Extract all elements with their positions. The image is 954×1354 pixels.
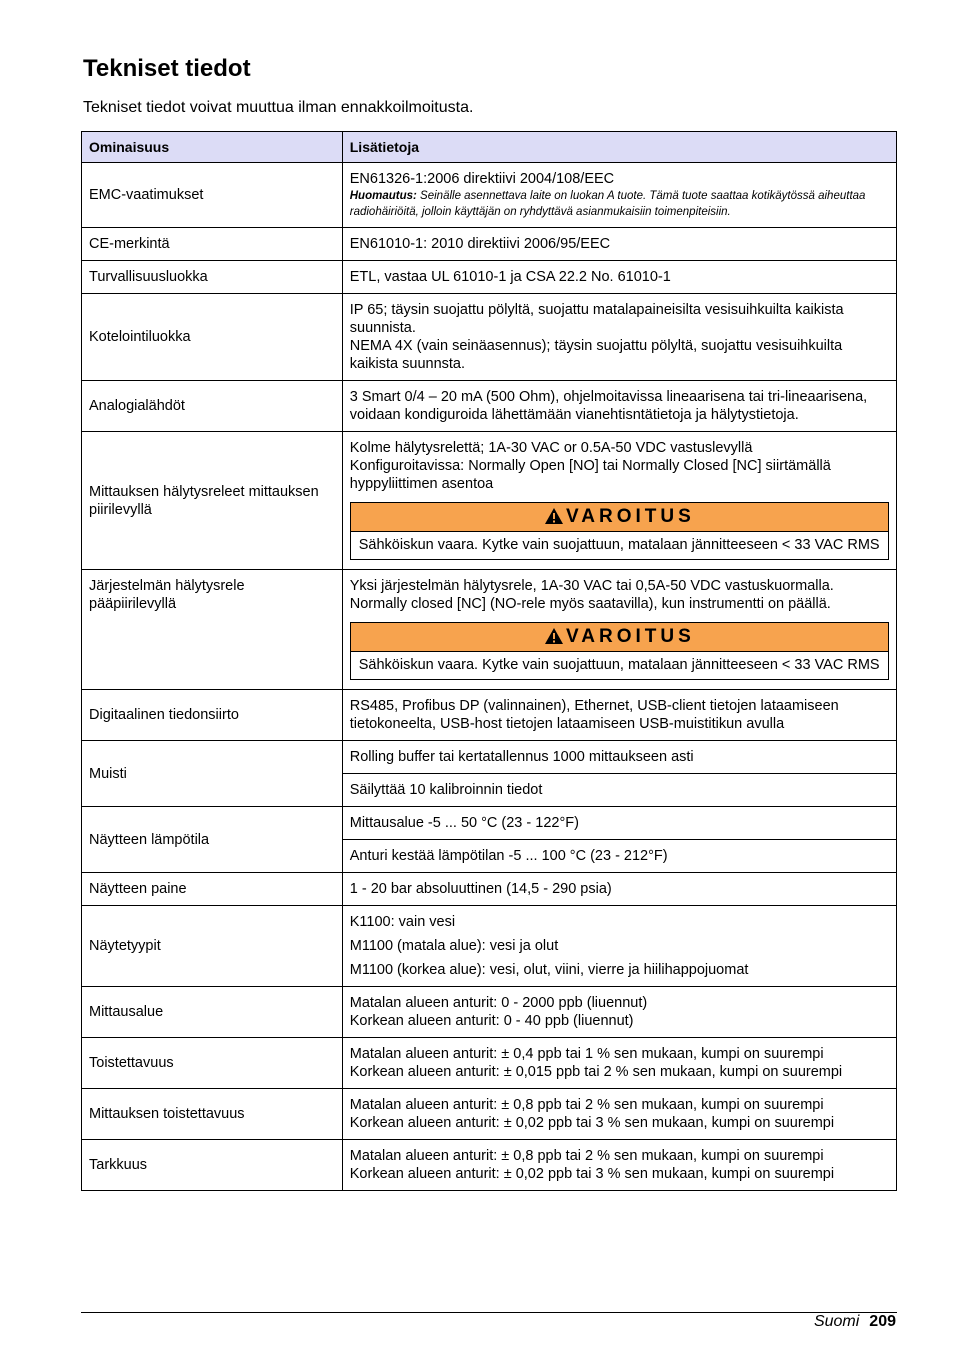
- system-relay-spec: Yksi järjestelmän hälytysrele, 1A-30 VAC tai 0,5A-50 VDC vastuskuormalla. Normally closed [NC] (NO-rele myös saatavilla), kun instrumentti on päällä.: [349, 578, 834, 612]
- footer-divider: [81, 1312, 897, 1313]
- warning-box: [350, 502, 889, 560]
- row-label: Digitaalinen tiedonsiirto: [82, 690, 343, 741]
- footer-language: Suomi: [813, 1313, 860, 1330]
- row-label: Näytteen paine: [82, 873, 343, 906]
- warning-icon: [544, 507, 564, 525]
- sample-type: K1100: vain vesi: [349, 914, 456, 930]
- row-value: RS485, Profibus DP (valinnainen), Ethernet, USB-client tietojen lataamiseen tietokoneelta, USB-host tietojen lataamiseen USB-muistitikun avulla: [342, 690, 896, 741]
- warning-header: [351, 503, 888, 532]
- table-header-row: [82, 132, 897, 163]
- warning-text: Sähköiskun vaara. Kytke vain suojattuun, matalaan jännitteeseen < 33 VAC RMS: [358, 657, 880, 673]
- high-range: Korkean alueen anturit: ± 0,02 ppb tai 3 % sen mukaan, kumpi on suurempi: [349, 1115, 835, 1131]
- page-title: Tekniset tiedot: [83, 55, 251, 82]
- low-range: Matalan alueen anturit: ± 0,8 ppb tai 2 % sen mukaan, kumpi on suurempi: [349, 1097, 824, 1113]
- row-value: ETL, vastaa UL 61010-1 ja CSA 22.2 No. 61010-1: [342, 261, 896, 294]
- row-value: [342, 570, 896, 690]
- row-label: Kotelointiluokka: [82, 294, 343, 381]
- high-range: Korkean alueen anturit: 0 - 40 ppb (liuennut): [349, 1013, 634, 1029]
- warning-text: Sähköiskun vaara. Kytke vain suojattuun, matalaan jännitteeseen < 33 VAC RMS: [358, 537, 880, 553]
- emc-standard: EN61326-1:2006 direktiivi 2004/108/EEC: [349, 171, 615, 187]
- row-value: [342, 1140, 896, 1191]
- table-row: [82, 741, 897, 774]
- row-value: [342, 1038, 896, 1089]
- ip-rating: IP 65; täysin suojattu pölyltä, suojattu matalapaineisilta vesisuihkuilta kaikista suunnista.: [349, 302, 844, 336]
- warning-title: VAROITUS: [565, 626, 695, 647]
- table-row: [82, 261, 897, 294]
- table-row: [82, 690, 897, 741]
- row-value: 3 Smart 0/4 – 20 mA (500 Ohm), ohjelmoitavissa lineaarisena tai tri-lineaarisena, voidaan kondiguroida lähettämään vianehtisntätietoja ja hälytystietoja.: [342, 381, 896, 432]
- row-value: [342, 1089, 896, 1140]
- row-label: Toistettavuus: [82, 1038, 343, 1089]
- row-value: [342, 432, 896, 570]
- table-row: [82, 906, 897, 987]
- header-details: Lisätietoja: [342, 132, 896, 163]
- page-number: 209: [869, 1313, 896, 1330]
- relay-config: Konfiguroitavissa: Normally Open [NO] tai Normally Closed [NC] siirtämällä hyppyliittimen asentoa: [349, 458, 831, 492]
- row-label: Tarkkuus: [82, 1140, 343, 1191]
- row-label: Järjestelmän hälytysrele pääpiirilevyllä: [82, 570, 343, 690]
- table-row: [82, 432, 897, 570]
- row-value: Anturi kestää lämpötilan -5 ... 100 °C (23 - 212°F): [342, 840, 896, 873]
- row-value: [342, 987, 896, 1038]
- low-range: Matalan alueen anturit: ± 0,8 ppb tai 2 % sen mukaan, kumpi on suurempi: [349, 1148, 824, 1164]
- row-value: [342, 906, 896, 987]
- row-value: [342, 163, 896, 228]
- note-text: Seinälle asennettava laite on luokan A tuote. Tämä tuote saattaa kotikäytössä aiheuttaa radiohäiriöitä, jolloin käyttäjän on ryhdyttävä asianmukaisiin toimenpiteisiin.: [349, 190, 866, 218]
- warning-header: [351, 623, 888, 652]
- table-row: [82, 294, 897, 381]
- nema-rating: NEMA 4X (vain seinäasennus); täysin suojattu pölyltä, suojattu vesisuihkuilta kaikista suunnsta.: [349, 338, 843, 372]
- table-row: [82, 1140, 897, 1191]
- row-label: EMC-vaatimukset: [82, 163, 343, 228]
- table-row: [82, 1038, 897, 1089]
- low-range: Matalan alueen anturit: 0 - 2000 ppb (liuennut): [349, 995, 648, 1011]
- relay-spec: Kolme hälytysrelettä; 1A-30 VAC or 0.5A-50 VDC vastuslevyllä: [349, 440, 753, 456]
- low-range: Matalan alueen anturit: ± 0,4 ppb tai 1 % sen mukaan, kumpi on suurempi: [349, 1046, 824, 1062]
- row-label: CE-merkintä: [82, 228, 343, 261]
- table-row: [82, 570, 897, 690]
- intro-text: Tekniset tiedot voivat muuttua ilman ennakkoilmoitusta.: [83, 99, 474, 116]
- table-row: [82, 163, 897, 228]
- warning-title: VAROITUS: [565, 506, 695, 527]
- table-row: [82, 987, 897, 1038]
- spec-table: [81, 131, 897, 1191]
- table-row: [82, 807, 897, 840]
- page-footer: [814, 1313, 896, 1331]
- sample-type: M1100 (korkea alue): vesi, olut, viini, vierre ja hiilihappojuomat: [349, 962, 749, 978]
- row-value: 1 - 20 bar absoluuttinen (14,5 - 290 psia): [342, 873, 896, 906]
- row-label: Turvallisuusluokka: [82, 261, 343, 294]
- table-row: [82, 1089, 897, 1140]
- table-row: [82, 228, 897, 261]
- emc-note: [350, 188, 889, 220]
- row-value: EN61010-1: 2010 direktiivi 2006/95/EEC: [342, 228, 896, 261]
- row-label: Analogialähdöt: [82, 381, 343, 432]
- row-value: Säilyttää 10 kalibroinnin tiedot: [342, 774, 896, 807]
- row-label: Mittausalue: [82, 987, 343, 1038]
- row-label: Muisti: [82, 741, 343, 807]
- high-range: Korkean alueen anturit: ± 0,015 ppb tai 2 % sen mukaan, kumpi on suurempi: [349, 1064, 843, 1080]
- note-label: Huomautus:: [349, 190, 417, 202]
- row-value: [342, 294, 896, 381]
- row-label: Mittauksen toistettavuus: [82, 1089, 343, 1140]
- high-range: Korkean alueen anturit: ± 0,02 ppb tai 3 % sen mukaan, kumpi on suurempi: [349, 1166, 835, 1182]
- table-row: [82, 873, 897, 906]
- row-label: Mittauksen hälytysreleet mittauksen piirilevyllä: [82, 432, 343, 570]
- row-value: Rolling buffer tai kertatallennus 1000 mittaukseen asti: [342, 741, 896, 774]
- table-row: [82, 381, 897, 432]
- warning-box: [350, 622, 889, 680]
- header-property: Ominaisuus: [82, 132, 343, 163]
- row-label: Näytteen lämpötila: [82, 807, 343, 873]
- warning-icon: [544, 627, 564, 645]
- sample-type: M1100 (matala alue): vesi ja olut: [349, 938, 559, 954]
- row-value: Mittausalue -5 ... 50 °C (23 - 122°F): [342, 807, 896, 840]
- row-label: Näytetyypit: [82, 906, 343, 987]
